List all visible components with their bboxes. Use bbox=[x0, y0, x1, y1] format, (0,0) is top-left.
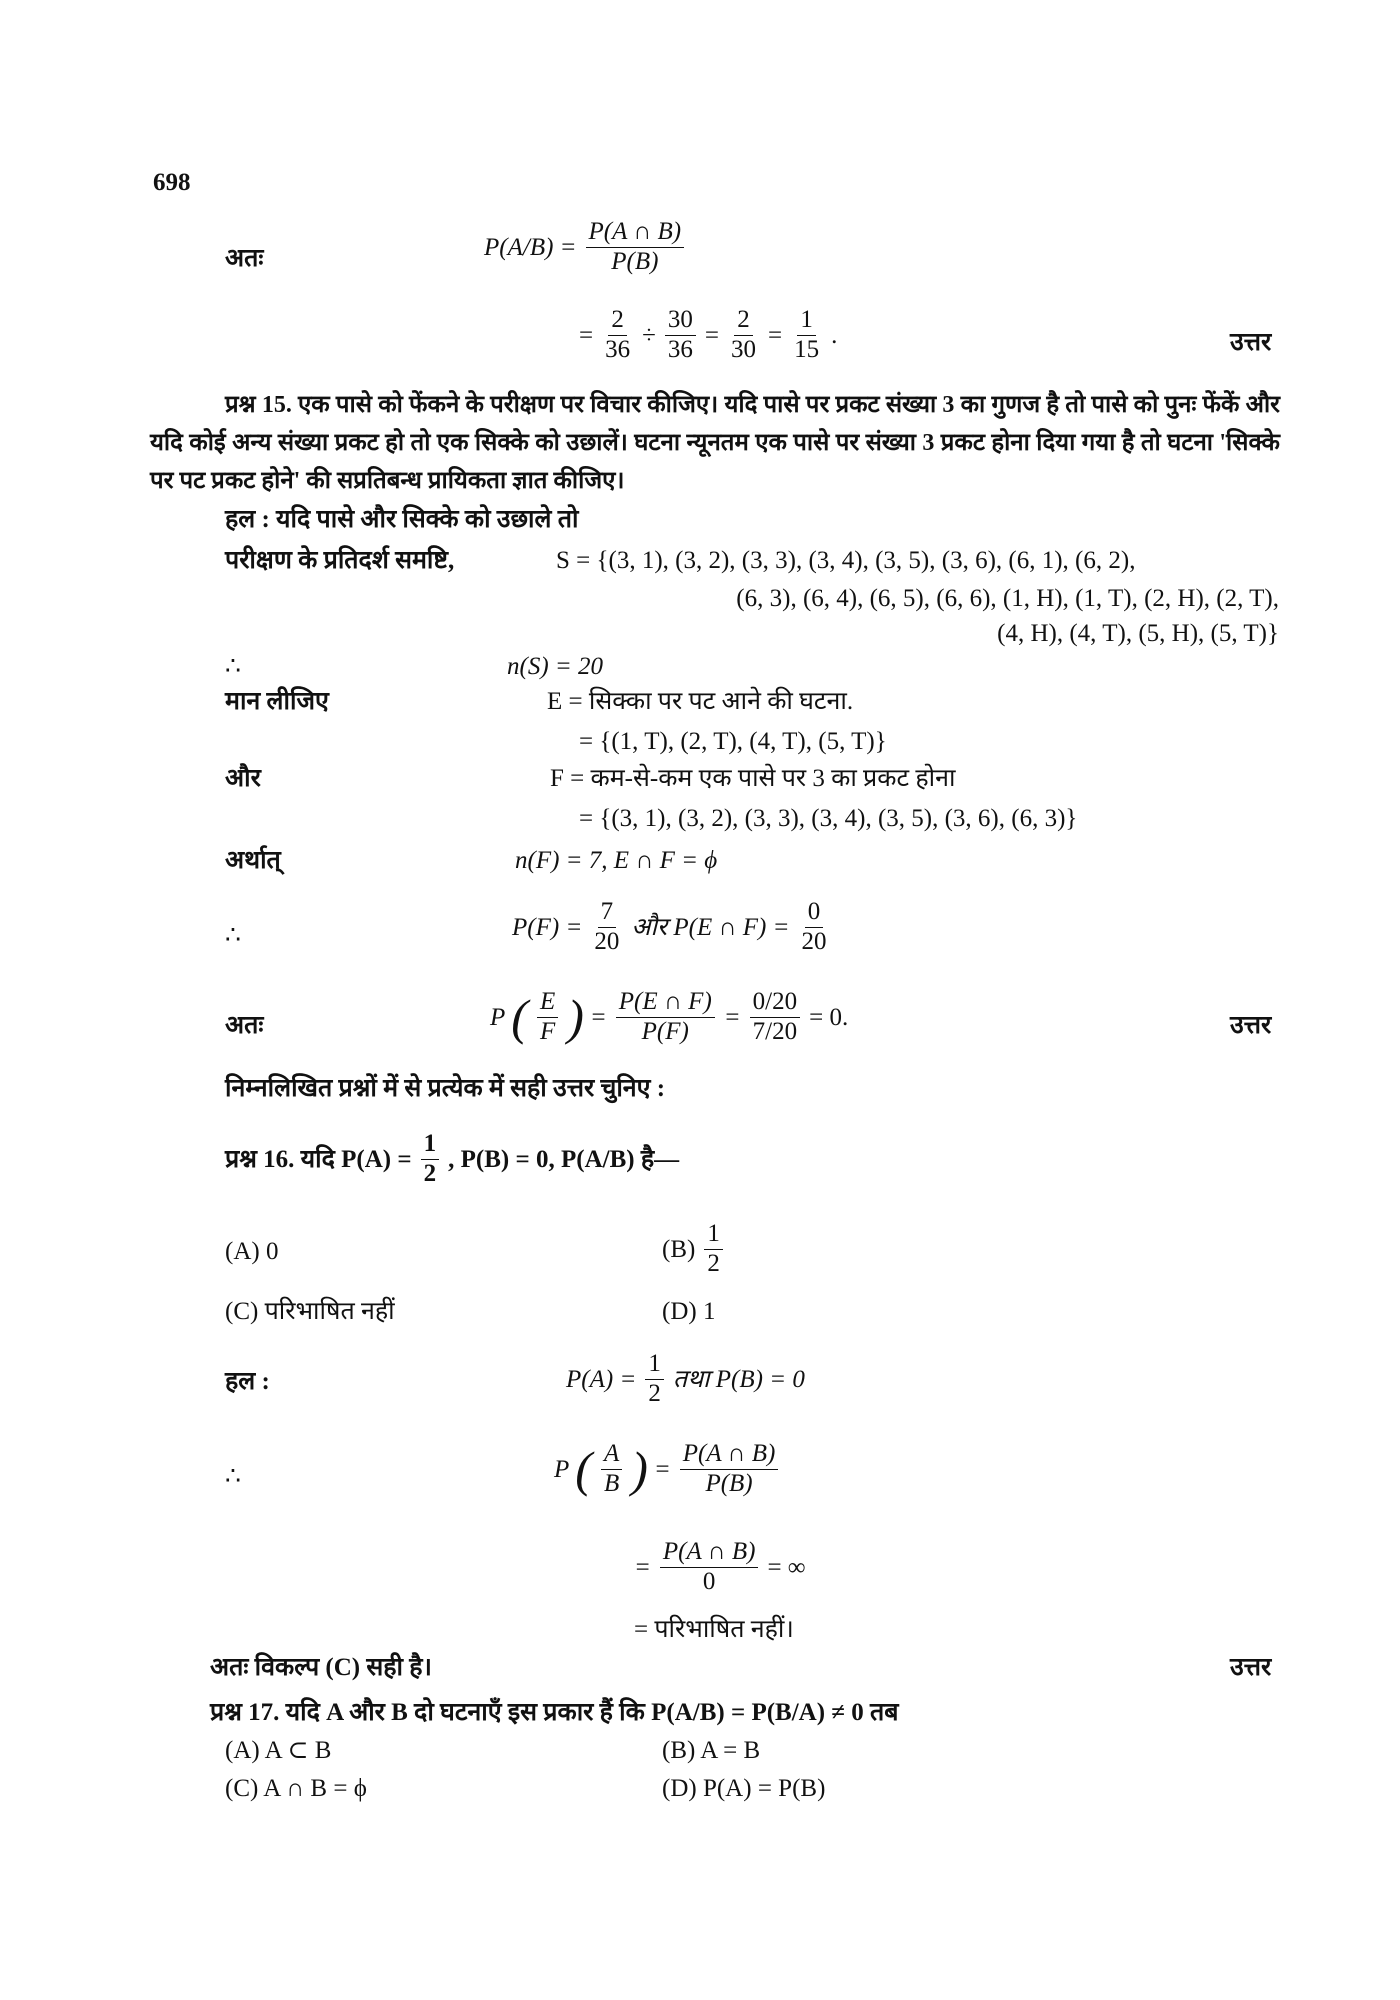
undefined-result: = परिभाषित नहीं। bbox=[634, 1616, 794, 1643]
fraction bbox=[591, 898, 622, 957]
fraction bbox=[791, 306, 822, 365]
fraction bbox=[799, 898, 830, 957]
numerator: 1 bbox=[421, 1130, 440, 1160]
option-c: (C) A ∩ B = ϕ bbox=[225, 1775, 367, 1802]
option-a: (A) A ⊂ B bbox=[225, 1737, 332, 1764]
numerator: E bbox=[537, 988, 558, 1018]
numerator: 2 bbox=[734, 306, 753, 336]
denominator: 30 bbox=[730, 335, 756, 363]
numerator: 7 bbox=[598, 898, 617, 928]
sample-space-line-2: (6, 3), (6, 4), (6, 5), (6, 6), (1, H), (1, T), (2, H), (2, T), bbox=[736, 585, 1279, 612]
fraction bbox=[704, 1220, 723, 1279]
calc-line bbox=[579, 306, 837, 365]
pf-line bbox=[512, 898, 833, 957]
event-e-def: E = सिक्का पर पट आने की घटना. bbox=[547, 688, 854, 715]
numerator: 30 bbox=[665, 306, 696, 336]
denominator: 0 bbox=[702, 1567, 716, 1595]
infinity: = ∞ bbox=[767, 1553, 806, 1581]
event-e-set: = {(1, T), (2, T), (4, T), (5, T)} bbox=[579, 728, 887, 755]
equals: = bbox=[723, 1003, 741, 1031]
fraction bbox=[616, 988, 715, 1047]
and-label: और bbox=[225, 765, 261, 792]
numerator: P(A ∩ B) bbox=[680, 1440, 779, 1470]
event-f-def: F = कम-से-कम एक पासे पर 3 का प्रकट होना bbox=[550, 765, 956, 792]
n-f: n(F) = 7, E ∩ F = ϕ bbox=[515, 847, 718, 874]
page-number: 698 bbox=[153, 169, 191, 196]
answer-label: उत्तर bbox=[1230, 329, 1272, 356]
solution-label: हल : bbox=[225, 1368, 270, 1395]
numerator: P(E ∩ F) bbox=[616, 988, 715, 1018]
solution-intro: हल : यदि पासे और सिक्के को उछाले तो bbox=[225, 506, 579, 533]
numerator: P(A ∩ B) bbox=[660, 1538, 759, 1568]
n-s: n(S) = 20 bbox=[507, 653, 604, 680]
fraction bbox=[680, 1440, 779, 1499]
equals: = bbox=[589, 1003, 607, 1031]
numerator: P(A ∩ B) bbox=[586, 218, 685, 248]
pb: तथा P(B) = 0 bbox=[672, 1365, 805, 1393]
lhs: P(A/B) = bbox=[484, 233, 577, 261]
pef: और P(E ∩ F) = bbox=[631, 913, 790, 941]
fraction bbox=[537, 988, 558, 1047]
pab-line: P ( $\frac{A}{B}$ ) = $\frac{P(A \cap B)}{P(B)}$ bbox=[554, 1440, 781, 1499]
equals: = bbox=[634, 1553, 651, 1581]
therefore-symbol: ∴ bbox=[225, 653, 241, 680]
numerator: 1 bbox=[704, 1220, 723, 1250]
sample-space-line-1: S = {(3, 1), (3, 2), (3, 3), (3, 4), (3, 5), (3, 6), (6, 1), (6, 2), bbox=[556, 547, 1136, 574]
denominator: 7/20 bbox=[752, 1017, 798, 1045]
event-f-set: = {(3, 1), (3, 2), (3, 3), (3, 4), (3, 5), (3, 6), (6, 3)} bbox=[579, 805, 1078, 832]
denominator: P(B) bbox=[611, 247, 659, 275]
period: . bbox=[831, 321, 838, 349]
option-d: (D) P(A) = P(B) bbox=[662, 1775, 826, 1802]
sample-space-line-3: (4, H), (4, T), (5, H), (5, T)} bbox=[997, 620, 1279, 647]
q16-post: , P(B) = 0, P(A/B) है— bbox=[448, 1145, 680, 1173]
p: P bbox=[490, 1003, 506, 1031]
conditional-formula bbox=[484, 218, 687, 277]
hence-label: अतः bbox=[225, 1012, 264, 1039]
option-b bbox=[662, 1220, 726, 1279]
conditional-result: P ( $\frac{E}{F}$ ) = $\frac{P(E \cap F)}{P(F)}$ = $\frac{0/20}{7/20}$ = 0. bbox=[490, 988, 849, 1046]
denominator: P(F) bbox=[641, 1017, 689, 1045]
denominator: 2 bbox=[707, 1249, 720, 1277]
pf: P(F) = bbox=[512, 913, 583, 941]
pa-line bbox=[566, 1350, 805, 1409]
fraction bbox=[660, 1538, 759, 1597]
numerator: 0/20 bbox=[750, 988, 800, 1018]
numerator: 0 bbox=[805, 898, 824, 928]
question-17: प्रश्न 17. यदि A और B दो घटनाएँ इस प्रकार हैं कि P(A/B) = P(B/A) ≠ 0 तब bbox=[210, 1699, 899, 1726]
fraction bbox=[665, 306, 696, 365]
denominator: 15 bbox=[794, 335, 820, 363]
equals: = bbox=[653, 1455, 671, 1483]
equals: = bbox=[767, 321, 783, 349]
equals: = bbox=[704, 321, 719, 349]
numerator: 2 bbox=[608, 306, 627, 336]
fraction bbox=[728, 306, 759, 365]
numerator: 1 bbox=[645, 1350, 664, 1380]
denominator: 36 bbox=[667, 335, 693, 363]
fraction bbox=[750, 988, 800, 1047]
question-16 bbox=[225, 1130, 679, 1189]
sample-space-label: परीक्षण के प्रतिदर्श समष्टि, bbox=[225, 547, 455, 574]
option-a: (A) 0 bbox=[225, 1238, 279, 1265]
fraction bbox=[602, 306, 633, 365]
therefore-symbol: ∴ bbox=[225, 1463, 241, 1490]
denominator: 20 bbox=[594, 927, 620, 955]
fraction bbox=[421, 1130, 440, 1189]
pa: P(A) = bbox=[566, 1365, 637, 1393]
let-label: मान लीजिए bbox=[225, 688, 329, 715]
zero-denominator-line bbox=[634, 1538, 806, 1597]
fraction bbox=[586, 218, 685, 277]
denominator: B bbox=[603, 1469, 620, 1497]
q16-pre: प्रश्न 16. यदि P(A) = bbox=[225, 1145, 412, 1173]
divide: ÷ bbox=[642, 321, 656, 349]
option-d: (D) 1 bbox=[662, 1298, 716, 1325]
denominator: 36 bbox=[605, 335, 631, 363]
conclusion: अतः विकल्प (C) सही है। bbox=[210, 1654, 433, 1681]
ie-label: अर्थात् bbox=[225, 847, 281, 874]
hence-label: अतः bbox=[225, 245, 264, 272]
question-15: प्रश्न 15. एक पासे को फेंकने के परीक्षण पर विचार कीजिए। यदि पासे पर प्रकट संख्या 3 का गुणज है तो पासे को पुनः फेंकें और यदि कोई अन्य संख्या प्रकट हो तो एक सिक्के को उछालें। घटना न्यूनतम एक पासे पर संख्या 3 प्रकट होना दिया गया है तो घटना 'सिक्के पर पट प्रकट होने' की सप्रतिबन्ध प्रायिकता ज्ञात कीजिए। bbox=[150, 392, 1280, 494]
denominator: 2 bbox=[648, 1379, 661, 1407]
answer-label: उत्तर bbox=[1230, 1012, 1272, 1039]
numerator: A bbox=[601, 1440, 622, 1470]
mcq-heading: निम्नलिखित प्रश्नों में से प्रत्येक में सही उत्तर चुनिए : bbox=[225, 1075, 666, 1102]
result: = 0. bbox=[809, 1003, 849, 1031]
fraction bbox=[601, 1440, 622, 1499]
option-c: (C) परिभाषित नहीं bbox=[225, 1298, 395, 1325]
denominator: P(B) bbox=[705, 1469, 753, 1497]
option-b-label: (B) bbox=[662, 1235, 696, 1263]
option-b: (B) A = B bbox=[662, 1737, 761, 1764]
p: P bbox=[554, 1455, 570, 1483]
denominator: 20 bbox=[801, 927, 827, 955]
denominator: F bbox=[539, 1017, 556, 1045]
equals: = bbox=[579, 321, 594, 349]
numerator: 1 bbox=[797, 306, 816, 336]
denominator: 2 bbox=[423, 1159, 437, 1187]
fraction bbox=[645, 1350, 664, 1409]
answer-label: उत्तर bbox=[1230, 1654, 1272, 1681]
therefore-symbol: ∴ bbox=[225, 922, 241, 949]
